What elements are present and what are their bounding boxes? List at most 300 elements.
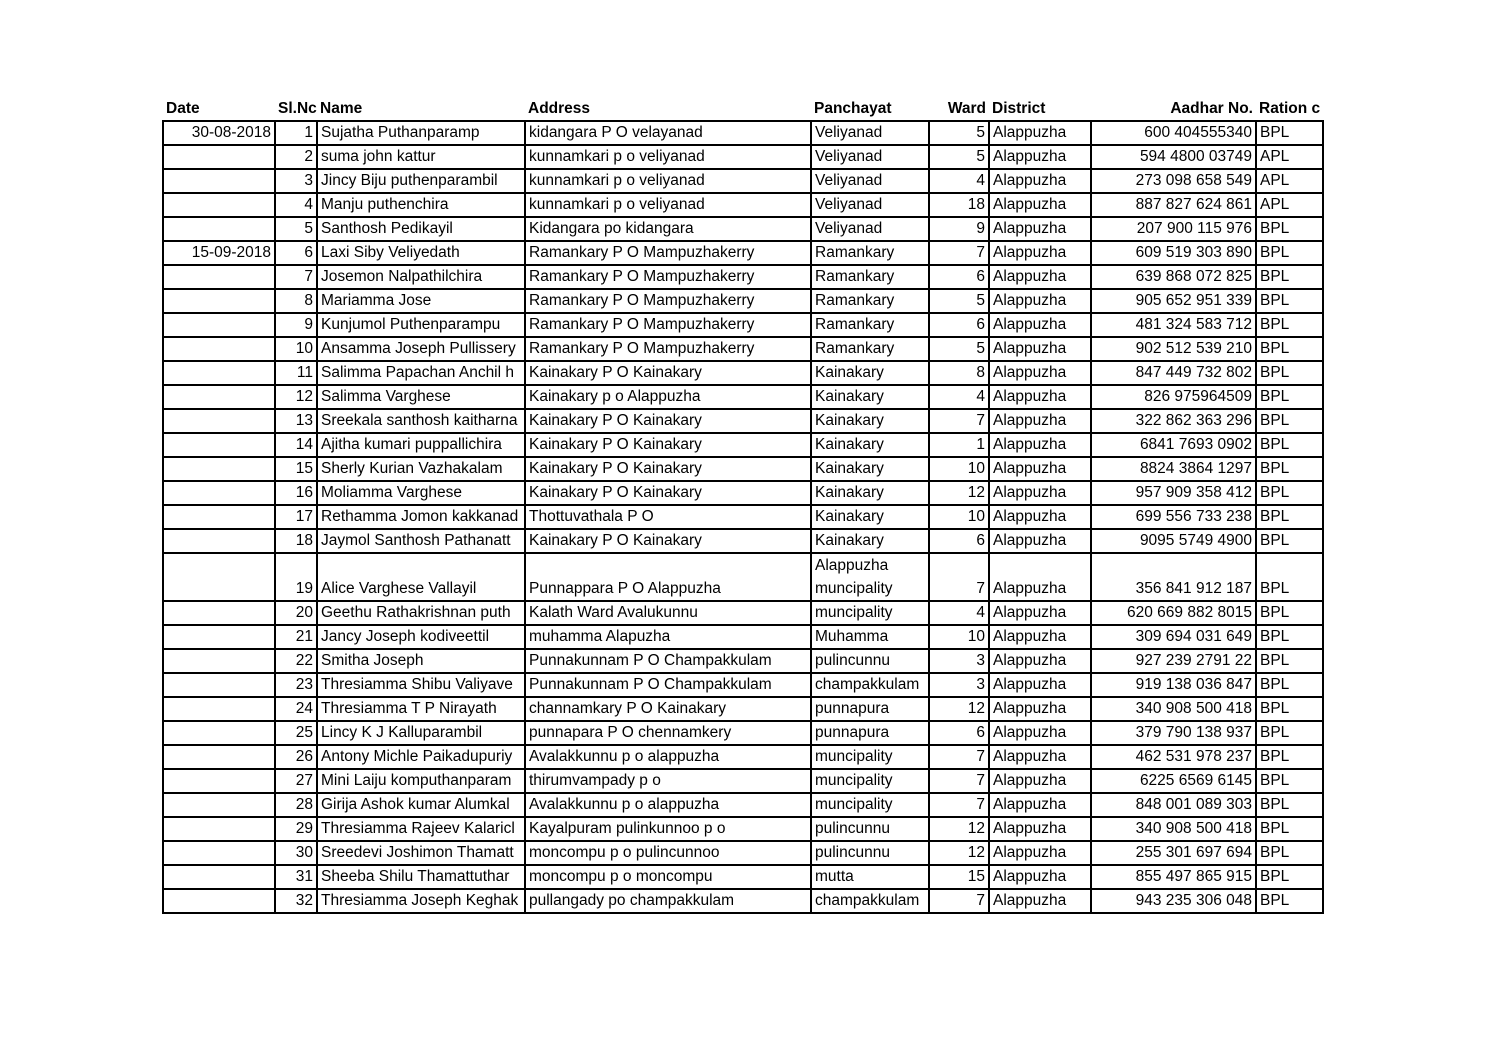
- cell-name: Josemon Nalpathilchira: [317, 265, 525, 289]
- table-row: [163, 745, 1323, 769]
- cell-name: Jancy Joseph kodiveettil: [317, 625, 525, 649]
- cell-panchayat: muncipality: [811, 601, 929, 625]
- cell-address: moncompu p o pulincunnoo: [525, 841, 811, 865]
- cell-ration: BPL: [1256, 481, 1323, 505]
- cell-date: [163, 409, 275, 433]
- cell-aadhar: 826 975964509: [1091, 385, 1256, 409]
- cell-ward: 7: [929, 409, 989, 433]
- table-row: [163, 241, 1323, 265]
- cell-district: Alappuzha: [989, 793, 1091, 817]
- table-row: [163, 169, 1323, 193]
- cell-district: Alappuzha: [989, 361, 1091, 385]
- table-row: [163, 865, 1323, 889]
- cell-ward: 18: [929, 193, 989, 217]
- cell-ration: BPL: [1256, 241, 1323, 265]
- header-ward: Ward: [947, 100, 986, 117]
- cell-aadhar: 340 908 500 418: [1091, 697, 1256, 721]
- cell-district: Alappuzha: [989, 865, 1091, 889]
- cell-address: kunnamkari p o veliyanad: [525, 145, 811, 169]
- cell-slno: 1: [275, 121, 317, 145]
- cell-ration: BPL: [1256, 793, 1323, 817]
- table-row: [163, 553, 1323, 601]
- cell-ward: 7: [929, 793, 989, 817]
- table-row: [163, 433, 1323, 457]
- cell-ration: BPL: [1256, 649, 1323, 673]
- cell-panchayat: Muhamma: [811, 625, 929, 649]
- cell-aadhar: 847 449 732 802: [1091, 361, 1256, 385]
- cell-date: [163, 625, 275, 649]
- cell-aadhar: 273 098 658 549: [1091, 169, 1256, 193]
- cell-address: moncompu p o moncompu: [525, 865, 811, 889]
- cell-panchayat: Ramankary: [811, 289, 929, 313]
- cell-name: Smitha Joseph: [317, 649, 525, 673]
- cell-address: Thottuvathala P O: [525, 505, 811, 529]
- cell-address: pullangady po champakkulam: [525, 889, 811, 913]
- header-district: District: [992, 100, 1046, 117]
- cell-address: Kainakary p o Alappuzha: [525, 385, 811, 409]
- cell-slno: 9: [275, 313, 317, 337]
- cell-ward: 12: [929, 697, 989, 721]
- cell-date: [163, 673, 275, 697]
- cell-ward: 10: [929, 625, 989, 649]
- cell-ward: 4: [929, 601, 989, 625]
- cell-date: 30-08-2018: [163, 121, 275, 145]
- cell-name: Sreekala santhosh kaitharna: [317, 409, 525, 433]
- cell-address: Punnakunnam P O Champakkulam: [525, 649, 811, 673]
- table-row: [163, 793, 1323, 817]
- cell-ration: BPL: [1256, 457, 1323, 481]
- cell-panchayat: Veliyanad: [811, 121, 929, 145]
- cell-date: [163, 193, 275, 217]
- cell-ration: BPL: [1256, 265, 1323, 289]
- cell-aadhar: 6225 6569 6145: [1091, 769, 1256, 793]
- cell-aadhar: 848 001 089 303: [1091, 793, 1256, 817]
- cell-name: Salimma Papachan Anchil h: [317, 361, 525, 385]
- cell-district: Alappuzha: [989, 145, 1091, 169]
- cell-ward: 3: [929, 649, 989, 673]
- cell-date: [163, 433, 275, 457]
- cell-panchayat: champakkulam: [811, 673, 929, 697]
- cell-district: Alappuzha: [989, 289, 1091, 313]
- table-row: [163, 217, 1323, 241]
- cell-name: Sreedevi Joshimon Thamatt: [317, 841, 525, 865]
- cell-ward: 12: [929, 817, 989, 841]
- cell-ward: 7: [929, 553, 989, 601]
- cell-ward: 12: [929, 481, 989, 505]
- table-row: [163, 721, 1323, 745]
- cell-slno: 21: [275, 625, 317, 649]
- cell-district: Alappuzha: [989, 529, 1091, 553]
- cell-date: [163, 841, 275, 865]
- cell-date: [163, 697, 275, 721]
- cell-address: Kalath Ward Avalukunnu: [525, 601, 811, 625]
- cell-name: Santhosh Pedikayil: [317, 217, 525, 241]
- cell-district: Alappuzha: [989, 241, 1091, 265]
- cell-name: Geethu Rathakrishnan puth: [317, 601, 525, 625]
- cell-slno: 16: [275, 481, 317, 505]
- cell-name: Rethamma Jomon kakkanad: [317, 505, 525, 529]
- cell-date: [163, 313, 275, 337]
- cell-ration: BPL: [1256, 337, 1323, 361]
- cell-district: Alappuzha: [989, 553, 1091, 601]
- cell-panchayat: Ramankary: [811, 313, 929, 337]
- cell-slno: 18: [275, 529, 317, 553]
- cell-ward: 6: [929, 529, 989, 553]
- cell-aadhar: 639 868 072 825: [1091, 265, 1256, 289]
- cell-aadhar: 594 4800 03749: [1091, 145, 1256, 169]
- cell-panchayat: mutta: [811, 865, 929, 889]
- cell-slno: 8: [275, 289, 317, 313]
- cell-address: Ramankary P O Mampuzhakerry: [525, 265, 811, 289]
- table-row: [163, 673, 1323, 697]
- cell-district: Alappuzha: [989, 841, 1091, 865]
- cell-panchayat: pulincunnu: [811, 649, 929, 673]
- cell-panchayat: Kainakary: [811, 481, 929, 505]
- cell-aadhar: 322 862 363 296: [1091, 409, 1256, 433]
- cell-panchayat: Kainakary: [811, 529, 929, 553]
- cell-district: Alappuzha: [989, 769, 1091, 793]
- cell-date: [163, 217, 275, 241]
- cell-aadhar: 620 669 882 8015: [1091, 601, 1256, 625]
- table-row: [163, 769, 1323, 793]
- table-row: [163, 601, 1323, 625]
- table-row: [163, 145, 1323, 169]
- header-ration: Ration c: [1259, 100, 1321, 117]
- cell-slno: 13: [275, 409, 317, 433]
- cell-panchayat: Kainakary: [811, 409, 929, 433]
- cell-aadhar: 902 512 539 210: [1091, 337, 1256, 361]
- cell-district: Alappuzha: [989, 217, 1091, 241]
- table-row: [163, 457, 1323, 481]
- table-row: [163, 481, 1323, 505]
- cell-date: [163, 745, 275, 769]
- cell-address: Kainakary P O Kainakary: [525, 433, 811, 457]
- cell-district: Alappuzha: [989, 265, 1091, 289]
- table-row: [163, 529, 1323, 553]
- cell-date: [163, 361, 275, 385]
- cell-date: [163, 265, 275, 289]
- cell-panchayat: Ramankary: [811, 265, 929, 289]
- cell-slno: 25: [275, 721, 317, 745]
- cell-address: kunnamkari p o veliyanad: [525, 193, 811, 217]
- cell-ward: 12: [929, 841, 989, 865]
- cell-ration: BPL: [1256, 673, 1323, 697]
- cell-ward: 4: [929, 385, 989, 409]
- cell-district: Alappuzha: [989, 817, 1091, 841]
- cell-panchayat: muncipality: [811, 745, 929, 769]
- cell-ward: 7: [929, 745, 989, 769]
- cell-date: [163, 385, 275, 409]
- cell-name: Moliamma Varghese: [317, 481, 525, 505]
- cell-district: Alappuzha: [989, 505, 1091, 529]
- cell-aadhar: 462 531 978 237: [1091, 745, 1256, 769]
- cell-ward: 10: [929, 505, 989, 529]
- cell-aadhar: 887 827 624 861: [1091, 193, 1256, 217]
- cell-address: kidangara P O velayanad: [525, 121, 811, 145]
- table-row: [163, 409, 1323, 433]
- cell-ration: BPL: [1256, 601, 1323, 625]
- table-row: [163, 817, 1323, 841]
- cell-date: [163, 481, 275, 505]
- cell-name: Thresiamma Rajeev Kalaricl: [317, 817, 525, 841]
- cell-ration: BPL: [1256, 841, 1323, 865]
- cell-address: Ramankary P O Mampuzhakerry: [525, 313, 811, 337]
- cell-name: Mini Laiju komputhanparam: [317, 769, 525, 793]
- cell-address: Kainakary P O Kainakary: [525, 481, 811, 505]
- cell-name: Jaymol Santhosh Pathanatt: [317, 529, 525, 553]
- cell-ward: 9: [929, 217, 989, 241]
- cell-district: Alappuzha: [989, 697, 1091, 721]
- cell-ration: APL: [1256, 193, 1323, 217]
- cell-ward: 5: [929, 121, 989, 145]
- cell-ration: BPL: [1256, 553, 1323, 601]
- cell-slno: 14: [275, 433, 317, 457]
- cell-panchayat: Ramankary: [811, 337, 929, 361]
- cell-ration: APL: [1256, 169, 1323, 193]
- cell-address: thirumvampady p o: [525, 769, 811, 793]
- table-row: [163, 649, 1323, 673]
- table-row: [163, 121, 1323, 145]
- cell-district: Alappuzha: [989, 169, 1091, 193]
- cell-ward: 6: [929, 265, 989, 289]
- cell-ward: 5: [929, 337, 989, 361]
- cell-district: Alappuzha: [989, 673, 1091, 697]
- cell-district: Alappuzha: [989, 313, 1091, 337]
- cell-date: [163, 169, 275, 193]
- cell-panchayat: Alappuzha muncipality: [811, 553, 929, 601]
- cell-panchayat: punnapura: [811, 697, 929, 721]
- cell-aadhar: 609 519 303 890: [1091, 241, 1256, 265]
- cell-district: Alappuzha: [989, 409, 1091, 433]
- cell-panchayat: Kainakary: [811, 433, 929, 457]
- table-row: [163, 337, 1323, 361]
- cell-district: Alappuzha: [989, 481, 1091, 505]
- table-row: [163, 697, 1323, 721]
- cell-slno: 27: [275, 769, 317, 793]
- cell-name: Thresiamma T P Nirayath: [317, 697, 525, 721]
- cell-slno: 19: [275, 553, 317, 601]
- cell-date: [163, 505, 275, 529]
- cell-date: [163, 337, 275, 361]
- beneficiary-sheet: [162, 98, 1322, 914]
- cell-address: Punnakunnam P O Champakkulam: [525, 673, 811, 697]
- cell-aadhar: 481 324 583 712: [1091, 313, 1256, 337]
- cell-address: Punnappara P O Alappuzha: [525, 553, 811, 601]
- cell-ward: 7: [929, 241, 989, 265]
- cell-ration: BPL: [1256, 289, 1323, 313]
- cell-ration: BPL: [1256, 745, 1323, 769]
- table-row: [163, 385, 1323, 409]
- header-date: Date: [166, 100, 200, 117]
- cell-panchayat: Kainakary: [811, 361, 929, 385]
- cell-ward: 4: [929, 169, 989, 193]
- cell-address: Avalakkunnu p o alappuzha: [525, 793, 811, 817]
- cell-address: Kainakary P O Kainakary: [525, 457, 811, 481]
- cell-district: Alappuzha: [989, 649, 1091, 673]
- cell-district: Alappuzha: [989, 193, 1091, 217]
- cell-address: Kidangara po kidangara: [525, 217, 811, 241]
- cell-panchayat: Ramankary: [811, 241, 929, 265]
- cell-panchayat: champakkulam: [811, 889, 929, 913]
- cell-address: channamkary P O Kainakary: [525, 697, 811, 721]
- cell-aadhar: 255 301 697 694: [1091, 841, 1256, 865]
- cell-aadhar: 957 909 358 412: [1091, 481, 1256, 505]
- cell-district: Alappuzha: [989, 121, 1091, 145]
- cell-ward: 8: [929, 361, 989, 385]
- cell-panchayat: punnapura: [811, 721, 929, 745]
- cell-panchayat: Veliyanad: [811, 169, 929, 193]
- cell-address: Avalakkunnu p o alappuzha: [525, 745, 811, 769]
- header-aadhar: Aadhar No.: [1170, 100, 1253, 117]
- cell-ration: BPL: [1256, 817, 1323, 841]
- cell-slno: 17: [275, 505, 317, 529]
- header-name: Name: [320, 100, 363, 117]
- cell-name: Thresiamma Shibu Valiyave: [317, 673, 525, 697]
- cell-address: Ramankary P O Mampuzhakerry: [525, 337, 811, 361]
- cell-ward: 5: [929, 289, 989, 313]
- cell-ration: BPL: [1256, 313, 1323, 337]
- cell-aadhar: 8824 3864 1297: [1091, 457, 1256, 481]
- cell-aadhar: 905 652 951 339: [1091, 289, 1256, 313]
- table-row: [163, 625, 1323, 649]
- cell-aadhar: 340 908 500 418: [1091, 817, 1256, 841]
- cell-ration: APL: [1256, 145, 1323, 169]
- cell-district: Alappuzha: [989, 337, 1091, 361]
- cell-slno: 29: [275, 817, 317, 841]
- cell-address: Ramankary P O Mampuzhakerry: [525, 289, 811, 313]
- table-row: [163, 505, 1323, 529]
- header-address: Address: [528, 100, 591, 117]
- cell-address: Ramankary P O Mampuzhakerry: [525, 241, 811, 265]
- cell-name: Mariamma Jose: [317, 289, 525, 313]
- cell-date: [163, 601, 275, 625]
- cell-aadhar: 356 841 912 187: [1091, 553, 1256, 601]
- cell-address: Kainakary P O Kainakary: [525, 409, 811, 433]
- cell-slno: 20: [275, 601, 317, 625]
- cell-slno: 10: [275, 337, 317, 361]
- cell-slno: 22: [275, 649, 317, 673]
- cell-panchayat: pulincunnu: [811, 841, 929, 865]
- table-row: [163, 193, 1323, 217]
- cell-ration: BPL: [1256, 433, 1323, 457]
- cell-panchayat: Kainakary: [811, 505, 929, 529]
- cell-slno: 23: [275, 673, 317, 697]
- cell-name: Antony Michle Paikadupuriy: [317, 745, 525, 769]
- cell-date: [163, 793, 275, 817]
- cell-date: [163, 889, 275, 913]
- cell-district: Alappuzha: [989, 625, 1091, 649]
- cell-date: [163, 865, 275, 889]
- cell-slno: 7: [275, 265, 317, 289]
- cell-aadhar: 207 900 115 976: [1091, 217, 1256, 241]
- header-slno: Sl.Nc: [278, 100, 317, 117]
- cell-panchayat: Kainakary: [811, 385, 929, 409]
- cell-ward: 5: [929, 145, 989, 169]
- cell-slno: 11: [275, 361, 317, 385]
- header-panchayat: Panchayat: [814, 100, 892, 117]
- cell-panchayat: Veliyanad: [811, 193, 929, 217]
- cell-ration: BPL: [1256, 865, 1323, 889]
- table-row: [163, 841, 1323, 865]
- cell-slno: 15: [275, 457, 317, 481]
- cell-slno: 31: [275, 865, 317, 889]
- cell-ration: BPL: [1256, 721, 1323, 745]
- cell-ward: 6: [929, 721, 989, 745]
- cell-name: Jincy Biju puthenparambil: [317, 169, 525, 193]
- cell-date: [163, 769, 275, 793]
- cell-aadhar: 927 239 2791 22: [1091, 649, 1256, 673]
- cell-name: Ansamma Joseph Pullissery: [317, 337, 525, 361]
- cell-ration: BPL: [1256, 529, 1323, 553]
- cell-district: Alappuzha: [989, 433, 1091, 457]
- cell-ration: BPL: [1256, 361, 1323, 385]
- cell-ration: BPL: [1256, 769, 1323, 793]
- cell-date: [163, 529, 275, 553]
- cell-name: Laxi Siby Veliyedath: [317, 241, 525, 265]
- cell-address: punnapara P O chennamkery: [525, 721, 811, 745]
- table-row: [163, 313, 1323, 337]
- cell-date: [163, 289, 275, 313]
- cell-name: Ajitha kumari puppallichira: [317, 433, 525, 457]
- cell-aadhar: 699 556 733 238: [1091, 505, 1256, 529]
- cell-panchayat: muncipality: [811, 793, 929, 817]
- cell-name: Manju puthenchira: [317, 193, 525, 217]
- cell-aadhar: 855 497 865 915: [1091, 865, 1256, 889]
- cell-slno: 32: [275, 889, 317, 913]
- cell-panchayat: Kainakary: [811, 457, 929, 481]
- cell-name: Thresiamma Joseph Keghak: [317, 889, 525, 913]
- cell-district: Alappuzha: [989, 457, 1091, 481]
- cell-ration: BPL: [1256, 697, 1323, 721]
- cell-date: [163, 817, 275, 841]
- cell-ward: 15: [929, 865, 989, 889]
- cell-aadhar: 943 235 306 048: [1091, 889, 1256, 913]
- cell-slno: 30: [275, 841, 317, 865]
- cell-district: Alappuzha: [989, 601, 1091, 625]
- cell-aadhar: 379 790 138 937: [1091, 721, 1256, 745]
- cell-ration: BPL: [1256, 121, 1323, 145]
- cell-ward: 7: [929, 769, 989, 793]
- cell-name: Lincy K J Kalluparambil: [317, 721, 525, 745]
- cell-address: Kainakary P O Kainakary: [525, 529, 811, 553]
- cell-date: [163, 457, 275, 481]
- cell-slno: 3: [275, 169, 317, 193]
- cell-aadhar: 9095 5749 4900: [1091, 529, 1256, 553]
- cell-slno: 4: [275, 193, 317, 217]
- cell-name: Kunjumol Puthenparampu: [317, 313, 525, 337]
- table-row: [163, 361, 1323, 385]
- cell-slno: 2: [275, 145, 317, 169]
- cell-district: Alappuzha: [989, 385, 1091, 409]
- cell-name: Sherly Kurian Vazhakalam: [317, 457, 525, 481]
- cell-name: Salimma Varghese: [317, 385, 525, 409]
- cell-aadhar: 919 138 036 847: [1091, 673, 1256, 697]
- cell-address: Kainakary P O Kainakary: [525, 361, 811, 385]
- cell-ward: 1: [929, 433, 989, 457]
- cell-ration: BPL: [1256, 625, 1323, 649]
- cell-slno: 5: [275, 217, 317, 241]
- cell-ward: 10: [929, 457, 989, 481]
- cell-ration: BPL: [1256, 889, 1323, 913]
- cell-aadhar: 6841 7693 0902: [1091, 433, 1256, 457]
- table-row: [163, 265, 1323, 289]
- cell-address: Kayalpuram pulinkunnoo p o: [525, 817, 811, 841]
- cell-slno: 6: [275, 241, 317, 265]
- cell-ration: BPL: [1256, 505, 1323, 529]
- cell-date: [163, 553, 275, 601]
- cell-slno: 12: [275, 385, 317, 409]
- cell-ward: 3: [929, 673, 989, 697]
